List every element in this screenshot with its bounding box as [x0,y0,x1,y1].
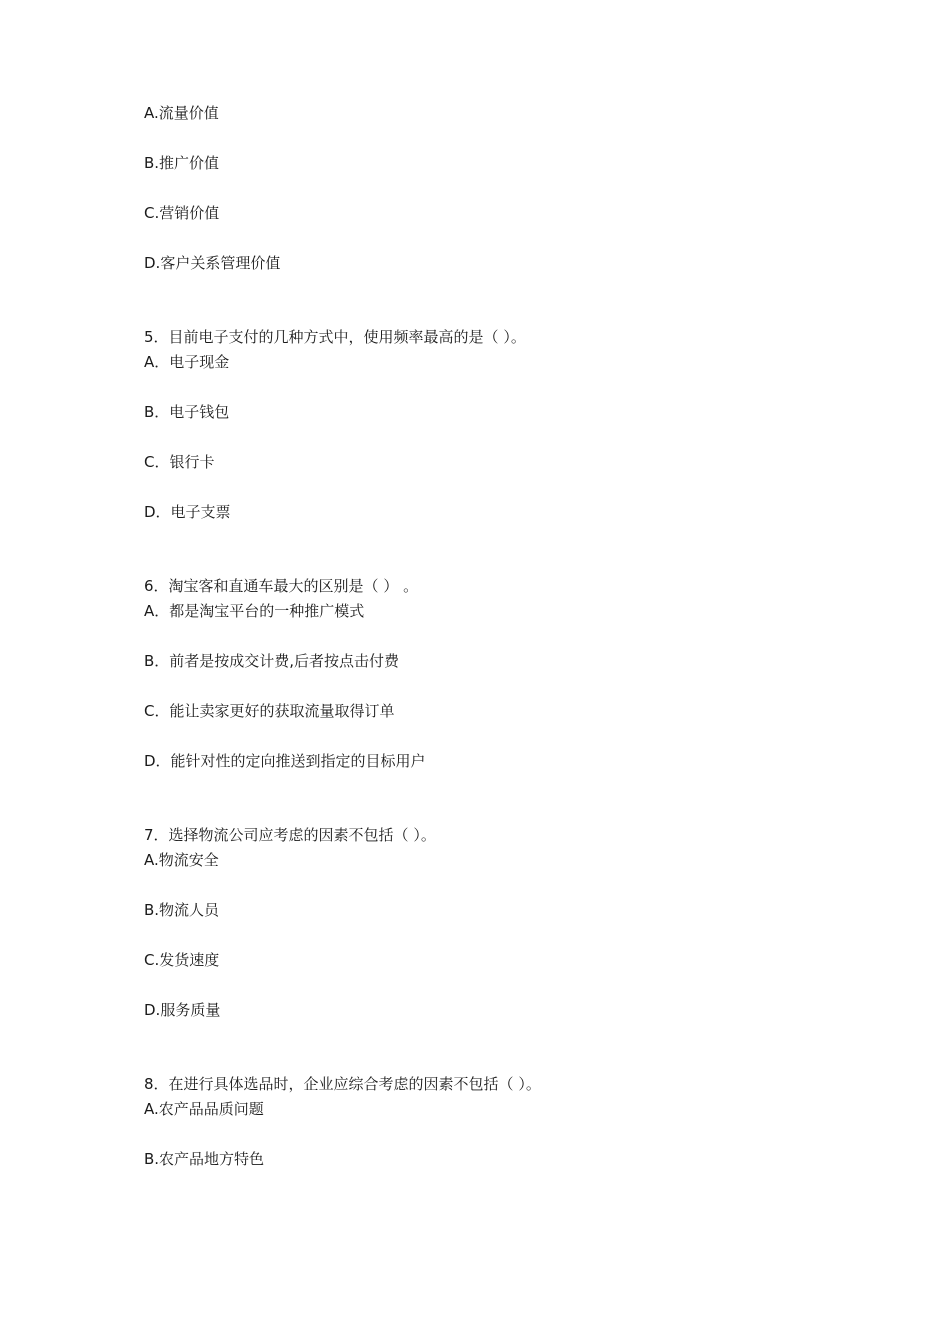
q6-option-a: A．都是淘宝平台的一种推广模式 [144,602,365,620]
q5-option-b: B．电子钱包 [144,403,230,421]
q5-option-c: C．银行卡 [144,453,215,471]
q8-option-a: A.农产品品质问题 [144,1100,264,1118]
q7-option-c: C.发货速度 [144,951,220,969]
q7-option-a: A.物流安全 [144,851,219,869]
q4-option-b: B.推广价值 [144,154,220,172]
q5-option-d: D．电子支票 [144,503,231,521]
q4-option-c: C.营销价值 [144,204,220,222]
q6-option-c: C．能让卖家更好的获取流量取得订单 [144,702,395,720]
q4-option-a: A.流量价值 [144,104,219,122]
q6-option-d: D．能针对性的定向推送到指定的目标用户 [144,752,426,770]
q5-question: 5．目前电子支付的几种方式中，使用频率最高的是（ ）。 [144,328,526,346]
q7-question: 7．选择物流公司应考虑的因素不包括（ ）。 [144,826,436,844]
q8-option-b: B.农产品地方特色 [144,1150,265,1168]
q7-option-b: B.物流人员 [144,901,220,919]
q7-option-d: D.服务质量 [144,1001,221,1019]
q8-question: 8．在进行具体选品时，企业应综合考虑的因素不包括（ ）。 [144,1075,541,1093]
q4-option-d: D.客户关系管理价值 [144,254,281,272]
q6-question: 6．淘宝客和直通车最大的区别是（ ） 。 [144,577,419,595]
q5-option-a: A．电子现金 [144,353,230,371]
q6-option-b: B．前者是按成交计费,后者按点击付费 [144,652,400,670]
